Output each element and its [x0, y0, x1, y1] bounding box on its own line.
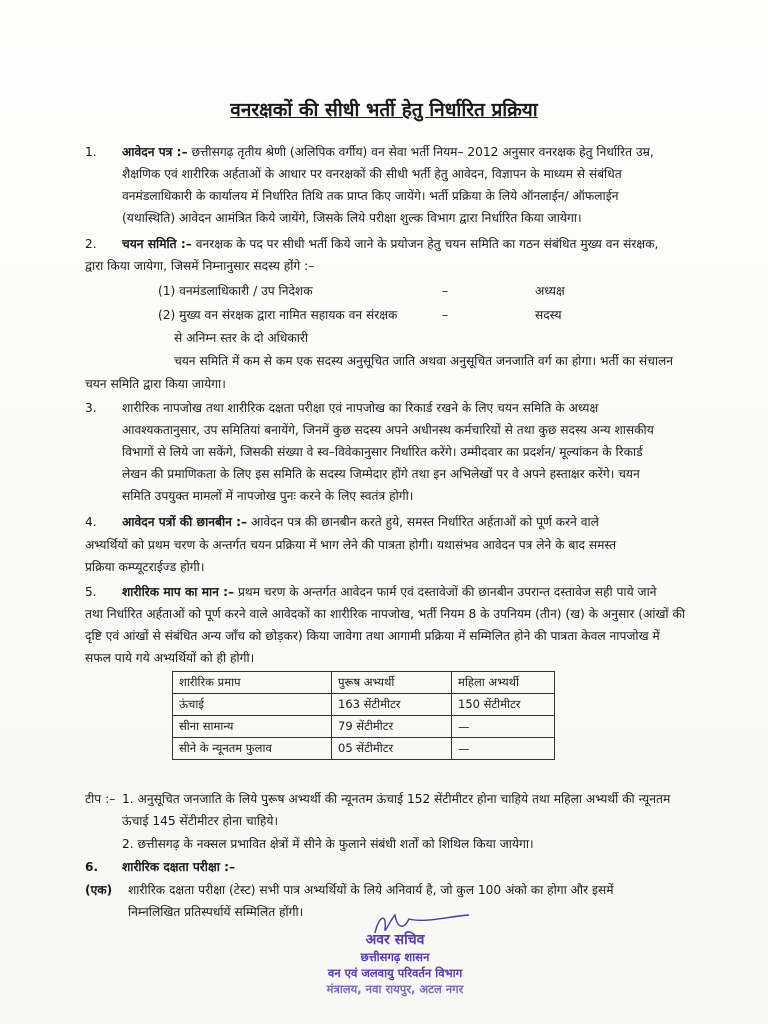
table-row — [173, 738, 555, 760]
note-label: टीप :– — [85, 792, 116, 806]
section-6-sub-number: (एक) — [85, 883, 113, 897]
member-1-role: अध्यक्ष — [535, 284, 565, 298]
section-5-line-2: तथा निर्धारित अर्हताओं को पूर्ण करने वाले आवेदकों का शारीरिक नापजोख, भर्ती नियम 8 के उपनियम (तीन) (ख) के अनुसार (आंखों की — [85, 607, 685, 621]
section-6-line-2: निम्नलिखित प्रतिस्पर्धायें सम्मिलित होंगी। — [128, 905, 304, 919]
section-4-text: आवेदन पत्र की छानबीन करते हुये, समस्त निर्धारित अर्हताओं को पूर्ण करने वाले — [250, 515, 599, 529]
table-cell: 150 सेंटीमीटर — [452, 694, 555, 716]
section-4-heading: आवेदन पत्रों की छानबीन :– — [122, 515, 248, 529]
section-5-line-1 — [122, 584, 657, 600]
section-4-line-2: अभ्यर्थियों को प्रथम चरण के अन्तर्गत चयन प्रक्रिया में भाग लेने की पात्रता होगी। यथासंभव आवेदन पत्र लेने के बाद समस्त — [85, 538, 617, 552]
table-cell: 05 सेंटीमीटर — [332, 738, 452, 760]
section-3-line-5: समिति उपयुक्त मामलों में नापजोख पुनः करने के लिए स्वतंत्र होगी। — [122, 489, 414, 503]
section-5-number: 5. — [85, 585, 97, 599]
section-6-number: 6. — [85, 860, 99, 874]
stamp-department: वन एवं जलवायु परिवर्तन विभाग — [327, 966, 463, 980]
member-2: (2) मुख्य वन संरक्षक द्वारा नामित सहायक वन संरक्षक — [158, 308, 398, 322]
section-3-line-4: लेखन की प्रमाणिकता के लिए इस समिति के सदस्य जिम्मेदार होंगे तथा इन अभिलेखों पर वे अपने हस्ताक्षर करेंगे। चयन — [122, 467, 640, 481]
member-2-qualifier: से अनिम्न स्तर के दो अधिकारी — [174, 331, 308, 345]
section-6-line-1: शारीरिक दक्षता परीक्षा (टेस्ट) सभी पात्र अभ्यर्थियों के लिये अनिवार्य है, जो कुल 100 अंको का होगा और इसमें — [128, 883, 614, 897]
member-1: (1) वनमंडलाधिकारी / उप निदेशक — [158, 284, 313, 298]
table-header-female: महिला अभ्यर्थी — [452, 672, 555, 694]
section-2-line-1 — [122, 236, 658, 252]
section-2-line-4: चयन समिति द्वारा किया जायेगा। — [85, 377, 226, 391]
section-2-text: वनरक्षक के पद पर सीधी भर्ती किये जाने के प्रयोजन हेतु चयन समिति का गठन संबंधित मुख्य वन संरक्षक, — [195, 237, 659, 251]
table-row — [173, 716, 555, 738]
section-6-heading: शारीरिक दक्षता परीक्षा :– — [122, 860, 236, 874]
stamp-address: मंत्रालय, नवा रायपुर, अटल नगर — [326, 982, 464, 996]
section-3-line-2: आवश्यकतानुसार, उप समितियां बनायेंगे, जिनमें कुछ सदस्य अपने अधीनस्थ कर्मचारियों से तथा कुछ सदस्य अन्य शासकीय — [122, 423, 654, 437]
table-cell: 163 सेंटीमीटर — [332, 694, 452, 716]
section-1-line-3: वनमंडलाधिकारी के कार्यालय में निर्धारित तिथि तक प्राप्त किए जायेंगे। भर्ती प्रक्रिया के लिये ऑनलाईन/ ऑफलाईन — [122, 189, 619, 203]
section-1-line-1 — [122, 144, 654, 160]
section-1-line-4: (यथास्थिति) आवेदन आमंत्रित किये जायेंगे, जिसके लिये परीक्षा शुल्क विभाग द्वारा निर्धारित किया जायेगा। — [122, 211, 582, 225]
member-2-role: सदस्य — [535, 308, 562, 322]
section-4-line-1 — [122, 514, 599, 530]
table-header-standard: शारीरिक प्रमाप — [173, 672, 332, 694]
table-cell: — — [452, 716, 555, 738]
member-2-dash: – — [442, 308, 449, 322]
section-5-line-3: दृष्टि एवं आंखों से संबंधित अन्य जाँच को छोड़कर) किया जावेगा तथा आगामी प्रक्रिया में सम्मिलित होने की पात्रता केवल नापजोख में — [85, 629, 660, 643]
note-1-line-1: 1. अनुसूचित जनजाति के लिये पुरूष अभ्यर्थी की न्यूनतम ऊंचाई 152 सेंटीमीटर होना चाहिये तथा महिला अभ्यर्थी की न्यूनतम — [122, 792, 671, 806]
document-title: वनरक्षकों की सीधी भर्ती हेतु निर्धारित प्रक्रिया — [230, 99, 538, 121]
physical-standards-table — [172, 671, 555, 760]
stamp-government: छत्तीसगढ़ शासन — [360, 950, 430, 964]
section-2-line-2: द्वारा किया जायेगा, जिसमें निम्नानुसार सदस्य होंगे :– — [85, 259, 315, 273]
section-5-line-4: सफल पाये गये अभ्यर्थियों को ही होगी। — [85, 651, 255, 665]
section-4-number: 4. — [85, 515, 97, 529]
table-cell: ऊंचाई — [173, 694, 332, 716]
section-2-line-3: चयन समिति में कम से कम एक सदस्य अनुसूचित जाति अथवा अनुसूचित जनजाति वर्ग का होगा। भर्ती का संचालन — [174, 354, 674, 368]
table-cell: सीने के न्यूनतम फुलाव — [173, 738, 332, 760]
section-1-text: छत्तीसगढ़ तृतीय श्रेणी (अलिपिक वर्गीय) वन सेवा भर्ती नियम– 2012 अनुसार वनरक्षक हेतु निर्धारित उम्र, — [191, 145, 654, 159]
table-row — [173, 694, 555, 716]
section-3-line-1: शारीरिक नापजोख तथा शारीरिक दक्षता परीक्षा एवं नापजोख का रिकार्ड रखने के लिए चयन समिति के अध्यक्ष — [122, 401, 599, 415]
section-3-line-3: विभागों से लिये जा सकेंगे, जिसकी संख्या वे स्व–विवेकानुसार निर्धारित करेंगे। उम्मीदवार का प्रदर्शन/ मूल्यांकन के रिकार्ड — [122, 445, 643, 459]
member-1-dash: – — [442, 284, 449, 298]
table-header-row — [173, 672, 555, 694]
section-4-line-3: प्रक्रिया कम्प्यूटराईज्ड होगी। — [85, 560, 205, 574]
section-5-text: प्रथम चरण के अन्तर्गत आवेदन फार्म एवं दस्तावेजों की छानबीन उपरान्त दस्तावेज सही पाये जाने — [238, 585, 657, 599]
section-2-heading: चयन समिति :– — [122, 237, 192, 251]
section-5-heading: शारीरिक माप का मान :– — [122, 585, 235, 599]
table-cell: सीना सामान्य — [173, 716, 332, 738]
table-header-male: पुरूष अभ्यर्थी — [332, 672, 452, 694]
note-1-line-2: ऊंचाई 145 सेंटीमीटर होना चाहिये। — [122, 814, 279, 828]
section-1-number: 1. — [85, 145, 97, 159]
stamp-designation: अवर सचिव — [365, 932, 425, 948]
section-2-number: 2. — [85, 237, 97, 251]
section-1-line-2: शैक्षणिक एवं शारीरिक अर्हताओं के आधार पर वनरक्षकों की सीधी भर्ती हेतु आवेदन, विज्ञापन के माध्यम से संबंधित — [122, 167, 622, 181]
table-cell: — — [452, 738, 555, 760]
section-3-number: 3. — [85, 401, 97, 415]
table-cell: 79 सेंटीमीटर — [332, 716, 452, 738]
note-2: 2. छत्तीसगढ़ के नक्सल प्रभावित क्षेत्रों में सीने के फुलाने संबंधी शर्तों को शिथिल किया जायेगा। — [122, 837, 534, 851]
section-1-heading: आवेदन पत्र :– — [122, 145, 188, 159]
